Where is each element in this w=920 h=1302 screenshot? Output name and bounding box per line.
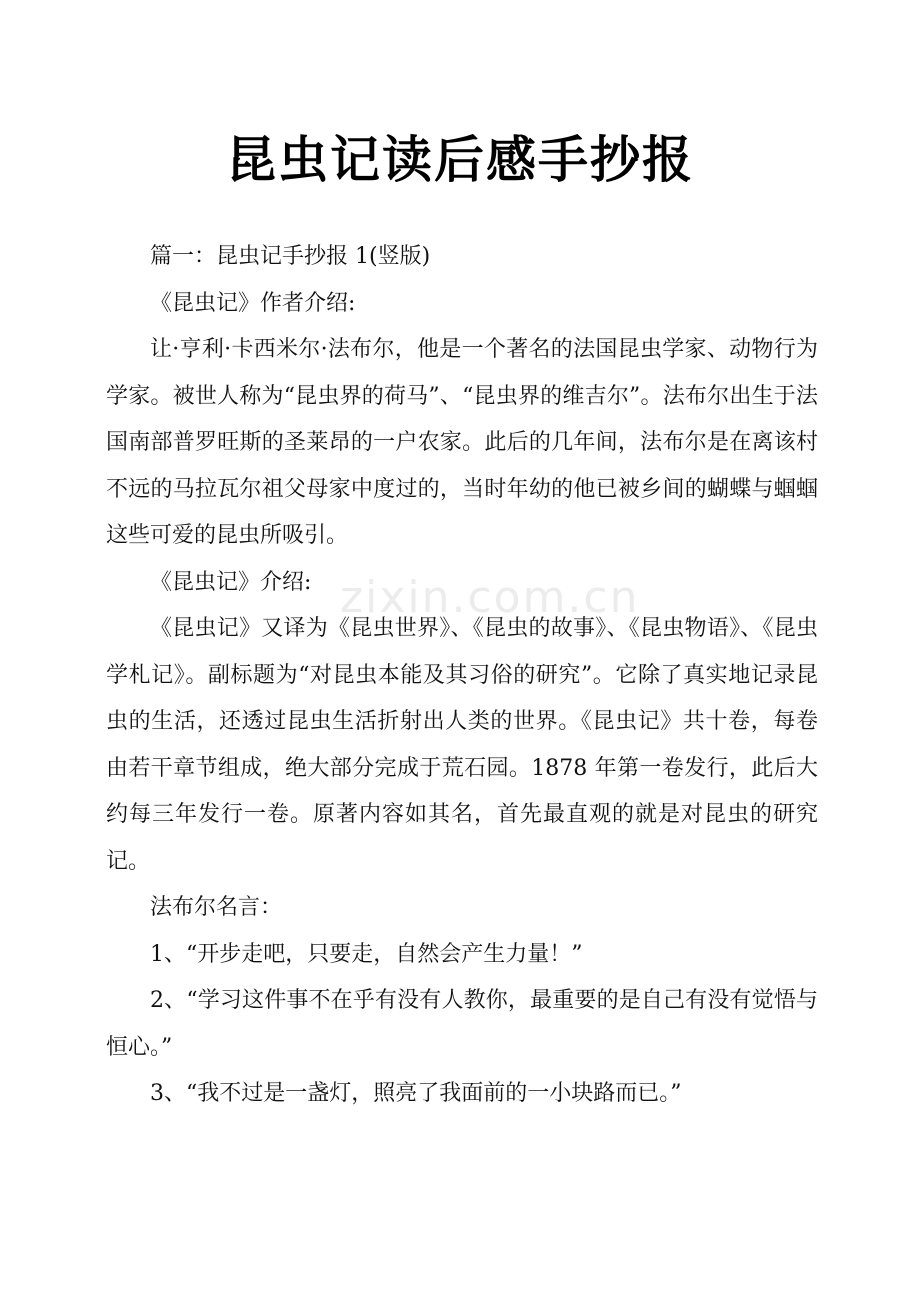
author-intro-heading: 《昆虫记》作者介绍:: [150, 290, 356, 316]
quotes-heading: 法布尔名言：: [150, 895, 283, 920]
author-intro-paragraph: 让·亨利·卡西米尔·法布尔，他是一个著名的法国昆虫学家、动物行为学家。被世人称为“昆虫界的荷马”、“昆虫界的维吉尔”。法布尔出生于法国南部普罗旺斯的圣莱昂的一户农家。此后的几年间，法布尔是在离该村不远的马拉瓦尔祖父母家中度过的，当时年幼的他已被乡间的蝴蝶与蝈蝈这些可爱的昆虫所吸引。: [106, 337, 818, 548]
watermark: zixin.com.cn: [340, 572, 640, 623]
book-intro-paragraph: 《昆虫记》又译为《昆虫世界》、《昆虫的故事》、《昆虫物语》、《昆虫学札记》。副标题为“对昆虫本能及其习俗的研究”。它除了真实地记录昆虫的生活，还透过昆虫生活折射出人类的世界。《昆虫记》共十卷，每卷由若干章节组成，绝大部分完成于荒石园。1878 年第一卷发行，此后大约每三年发行一卷。原著内容如其名，首先最直观的就是对昆虫的研究记。: [106, 616, 818, 874]
section-heading-part-one: 篇一：昆虫记手抄报 1(竖版): [150, 244, 431, 269]
quote-item-1: 1、“开步走吧，只要走，自然会产生力量！”: [150, 941, 583, 967]
document-body: [106, 234, 818, 1118]
book-intro-heading: 《昆虫记》介绍:: [150, 569, 312, 595]
page-title: 昆虫记读后感手抄报: [226, 131, 694, 189]
quote-item-3: 3、“我不过是一盏灯，照亮了我面前的一小块路而已。”: [150, 1081, 682, 1106]
quote-item-2: 2、“学习这件事不在乎有没有人教你，最重要的是自己有没有觉悟与恒心。”: [106, 988, 818, 1060]
